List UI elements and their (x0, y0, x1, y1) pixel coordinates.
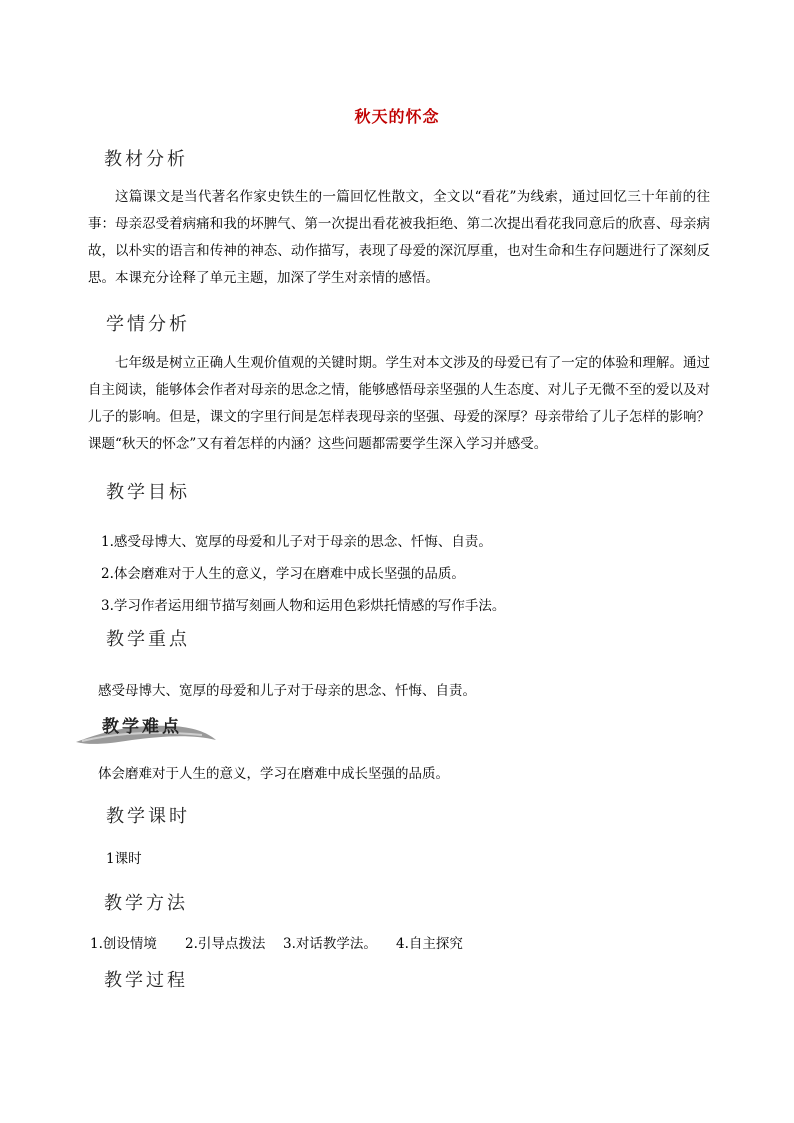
goal-item-3: 3.学习作者运用细节描写刻画人物和运用色彩烘托情感的写作手法。 (101, 598, 506, 614)
heading-teaching-difficulty: 教学难点 (102, 717, 182, 737)
goal-item-2: 2.体会磨难对于人生的意义，学习在磨难中成长坚强的品质。 (101, 566, 465, 582)
method-item-2: 2.引导点拨法 (185, 936, 266, 952)
paragraph-student-analysis: 七年级是树立正确人生观价值观的关键时期。学生对本文涉及的母爱已有了一定的体验和理解。通过自主阅读，能够体会作者对母亲的思念之情，能够感悟母亲坚强的人生态度、对儿子无微不至的爱以及对儿子的影响。但是，课文的字里行间是怎样表现母亲的坚强、母爱的深厚？母亲带给了儿子怎样的影响？课题“秋天的怀念”又有着怎样的内涵？这些问题都需要学生深入学习并感受。 (88, 355, 710, 452)
paragraph-teaching-key: 感受母博大、宽厚的母爱和儿子对于母亲的思念、忏悔、自责。 (98, 683, 476, 699)
method-item-4: 4.自主探究 (396, 936, 463, 952)
paragraph-teaching-difficulty: 体会磨难对于人生的意义，学习在磨难中成长坚强的品质。 (98, 766, 449, 782)
paragraph-teaching-hours: 1课时 (106, 851, 142, 867)
heading-teaching-goals: 教学目标 (106, 482, 190, 503)
heading-teaching-key: 教学重点 (106, 629, 190, 650)
goal-item-1: 1.感受母博大、宽厚的母爱和儿子对于母亲的思念、忏悔、自责。 (101, 534, 492, 550)
method-item-3: 3.对话教学法。 (283, 936, 377, 952)
paragraph-material-analysis: 这篇课文是当代著名作家史铁生的一篇回忆性散文，全文以“看花”为线索，通过回忆三十年前的往事：母亲忍受着病痛和我的坏脾气、第一次提出看花被我拒绝、第二次提出看花我同意后的欣喜、母亲病故，以朴实的语言和传神的神态、动作描写，表现了母爱的深沉厚重，也对生命和生存问题进行了深刻反思。本课充分诠释了单元主题，加深了学生对亲情的感悟。 (88, 189, 710, 286)
method-item-1: 1.创设情境 (90, 936, 157, 952)
heading-material-analysis: 教材分析 (104, 149, 188, 170)
document-title: 秋天的怀念 (354, 107, 440, 126)
heading-teaching-process: 教学过程 (104, 970, 188, 991)
heading-teaching-hours: 教学课时 (106, 806, 190, 827)
heading-teaching-methods: 教学方法 (104, 893, 188, 914)
heading-student-analysis: 学情分析 (106, 314, 190, 335)
